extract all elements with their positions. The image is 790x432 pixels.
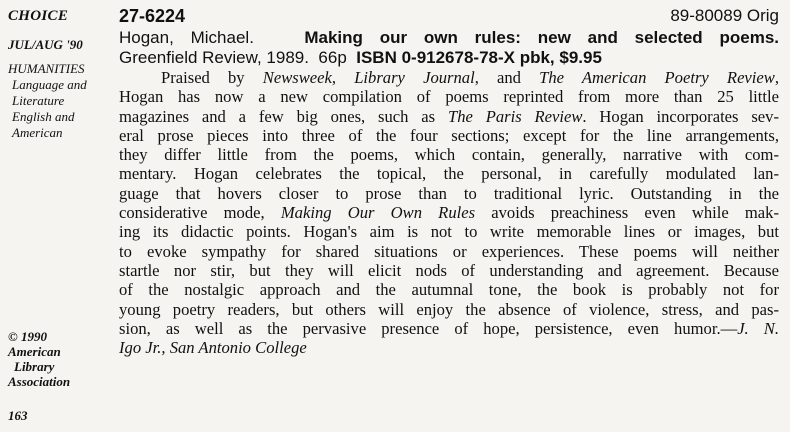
org-name: American (8, 344, 61, 359)
review-line: startle nor stir, but they will elicit nods of understanding and agreement. Because (119, 260, 779, 280)
review-line: of the nostalgic approach and the autumnal tone, the book is probably not for (119, 280, 779, 300)
copyright-block (8, 329, 116, 389)
subject-sub: Language and (12, 77, 87, 92)
page-number: 163 (8, 408, 28, 423)
bib-line-1 (119, 28, 779, 48)
subject-sub: Literature (12, 93, 65, 108)
org-name: Library (14, 359, 55, 374)
subject-sub: English and (12, 109, 75, 124)
publication: The American Poetry Review (539, 68, 775, 87)
author: Hogan, Michael. (119, 28, 254, 47)
review-line (119, 107, 779, 126)
review-line: guage that hovers closer to prose than to traditional lyric. Outstanding in the (119, 183, 779, 203)
publisher: Greenfield Review, 1989. (119, 48, 309, 67)
review-text (119, 68, 779, 357)
text: , (331, 68, 355, 87)
isbn-price: ISBN 0-912678-78-X pbk, $9.95 (356, 48, 602, 67)
reviewer: J. N. (737, 318, 779, 338)
text: avoids preachiness even while mak- (475, 203, 779, 223)
publication: Library Journal (354, 68, 475, 87)
review-line: Hogan has now a new compilation of poems reprinted from more than 25 little (119, 87, 779, 107)
publication: Newsweek (262, 68, 332, 87)
source-label: CHOICE (8, 8, 69, 24)
book-title-ref: Making Our Own Rules (280, 203, 476, 223)
review-line: they differ little from the poems, which contain, generally, narrative with com- (119, 145, 779, 165)
text: Praised by (161, 68, 263, 87)
review-line: young poetry readers, but others will enjoy the absence of violence, stress, and pas- (119, 299, 779, 319)
copyright-notice: © 1990 (8, 329, 47, 344)
publication: The Paris Review (447, 106, 583, 126)
text: , (774, 68, 779, 87)
review-line: ing its didactic points. Hogan's aim is not to write memorable lines or images, but (119, 222, 779, 242)
text: magazines and a few big ones, such as (119, 106, 448, 126)
review-line (119, 319, 779, 338)
sidebar (8, 8, 116, 141)
review-line (119, 338, 779, 357)
text: sion, as well as the pervasive presence of hope, persistence, even humor.— (119, 318, 738, 338)
book-title: Making our own rules: new and selected poems. (304, 28, 780, 47)
review-line: to evoke sympathy for shared situations or experiences. These poems will neither (119, 241, 779, 261)
review-line (119, 203, 779, 222)
reviewer: Igo Jr., San Antonio College (119, 338, 307, 358)
subject-sub: American (12, 125, 63, 140)
page-count: 66p (318, 48, 347, 67)
card-main (119, 6, 779, 357)
text: , and (474, 68, 540, 87)
text: considerative mode, (119, 203, 281, 223)
issue-date: JUL/AUG '90 (8, 37, 83, 52)
subject-head: HUMANITIES (8, 61, 85, 76)
text: . Hogan incorporates sev- (582, 106, 779, 126)
review-line: mentary. Hogan celebrates the topical, the personal, in carefully modulated lan- (119, 164, 779, 184)
review-line: eral prose pieces into three of the four sections; except for the line arrangements, (119, 125, 779, 145)
bib-line-2 (119, 48, 779, 68)
card-number: 27-6224 (119, 6, 186, 26)
lc-number: 89-80089 Orig (670, 6, 779, 25)
org-name: Association (8, 374, 71, 389)
subject-heading (8, 61, 116, 141)
card-header (119, 6, 779, 28)
review-line (119, 68, 779, 87)
